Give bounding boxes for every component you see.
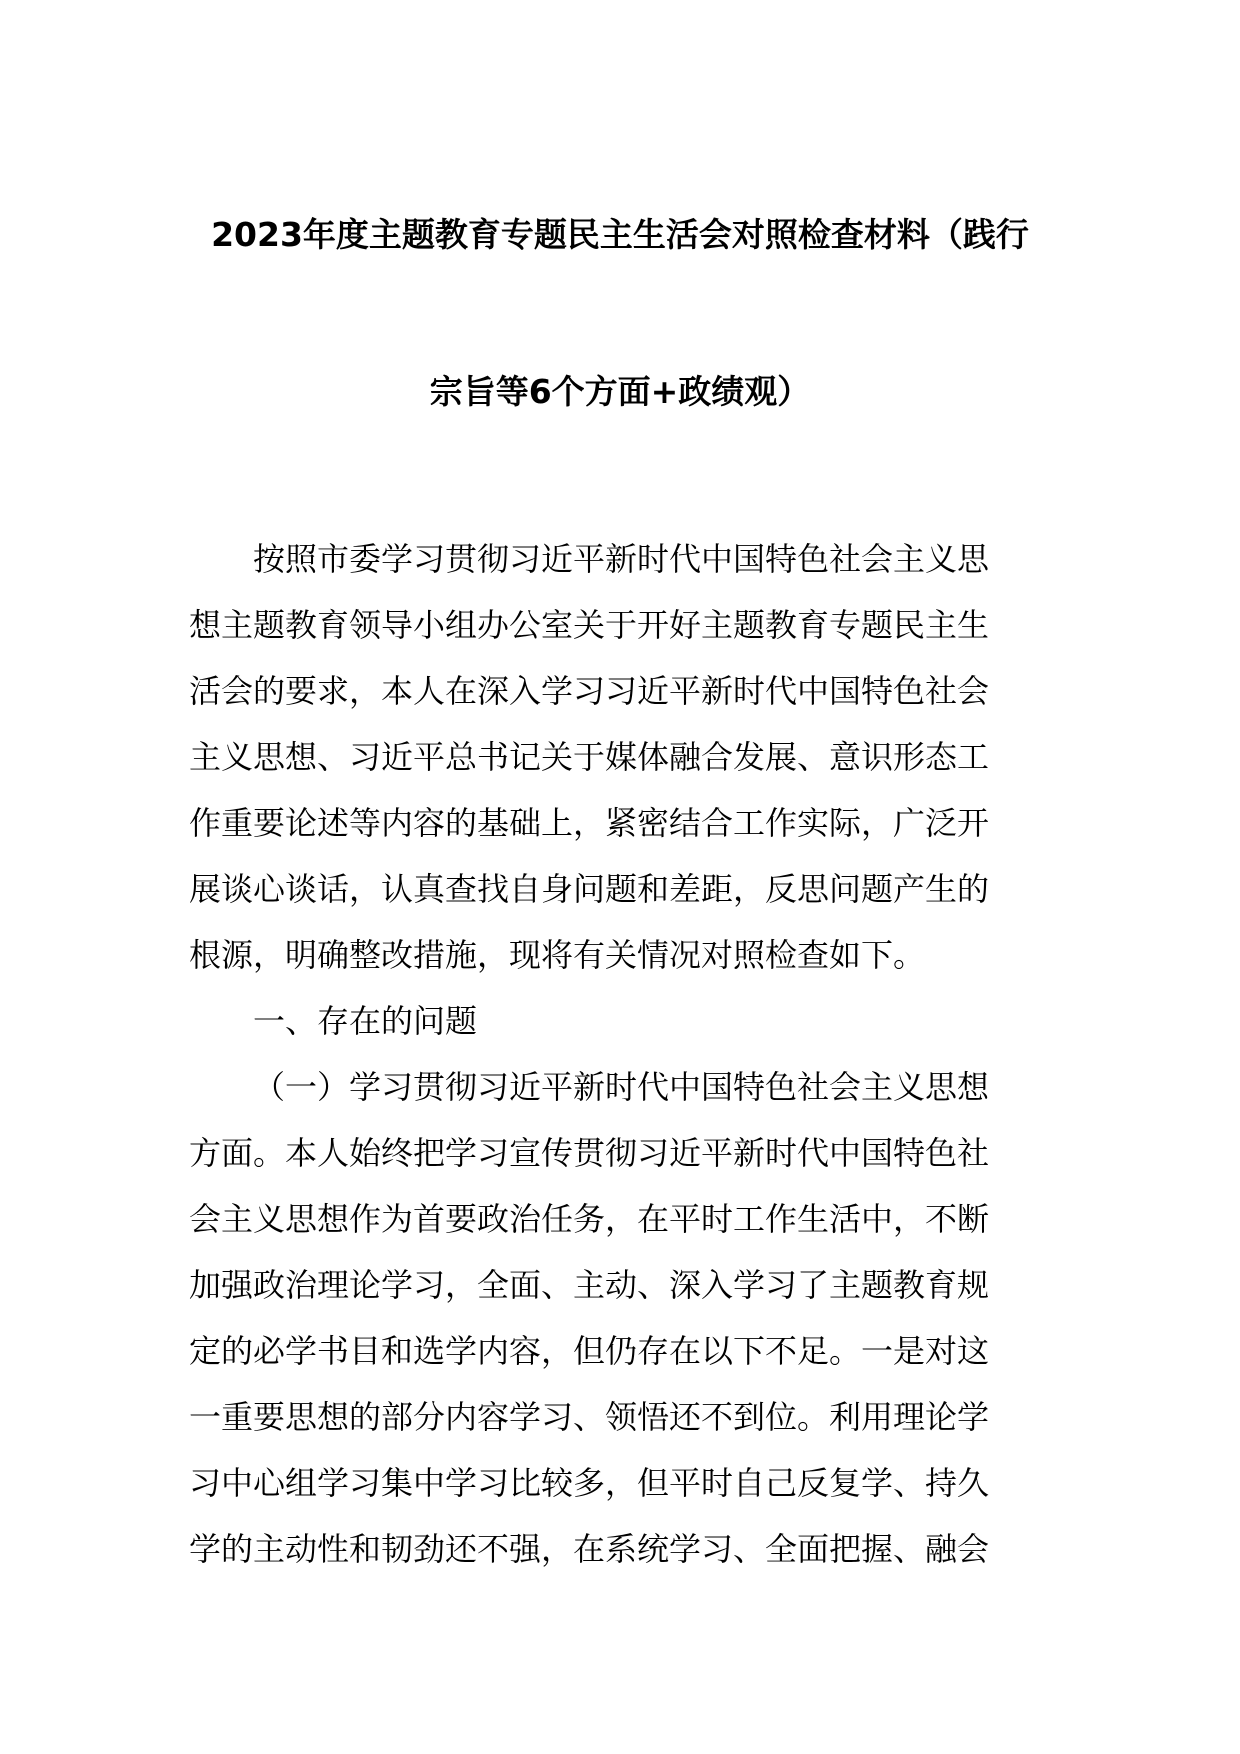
paragraph-line: 按照市委学习贯彻习近平新时代中国特色社会主义思 bbox=[253, 540, 990, 578]
section-heading: 一、存在的问题 bbox=[253, 1002, 478, 1040]
paragraph-line: 展谈心谈话，认真查找自身问题和差距，反思问题产生的 bbox=[189, 870, 990, 908]
subsection-heading-line: （一）学习贯彻习近平新时代中国特色社会主义思想 bbox=[253, 1068, 990, 1106]
paragraph-line: 学的主动性和韧劲还不强，在系统学习、全面把握、融会 bbox=[189, 1530, 990, 1568]
paragraph-line: 方面。本人始终把学习宣传贯彻习近平新时代中国特色社 bbox=[189, 1134, 990, 1172]
paragraph-line: 活会的要求，本人在深入学习习近平新时代中国特色社会 bbox=[189, 672, 990, 710]
paragraph-line: 定的必学书目和选学内容，但仍存在以下不足。一是对这 bbox=[189, 1332, 990, 1370]
paragraph-line: 习中心组学习集中学习比较多，但平时自己反复学、持久 bbox=[189, 1464, 990, 1502]
paragraph-line: 一重要思想的部分内容学习、领悟还不到位。利用理论学 bbox=[189, 1398, 990, 1436]
document-body bbox=[189, 526, 1061, 1582]
document-title-line-1: 2023年度主题教育专题民主生活会对照检查材料（践行 bbox=[211, 215, 1029, 254]
document-title-line-2: 宗旨等6个方面+政绩观） bbox=[429, 372, 811, 411]
paragraph-line: 加强政治理论学习，全面、主动、深入学习了主题教育规 bbox=[189, 1266, 990, 1304]
paragraph-line: 主义思想、习近平总书记关于媒体融合发展、意识形态工 bbox=[189, 738, 990, 776]
paragraph-line: 作重要论述等内容的基础上，紧密结合工作实际，广泛开 bbox=[189, 804, 990, 842]
paragraph-line: 想主题教育领导小组办公室关于开好主题教育专题民主生 bbox=[189, 606, 990, 644]
paragraph-line: 会主义思想作为首要政治任务，在平时工作生活中，不断 bbox=[189, 1200, 990, 1238]
paragraph-line: 根源，明确整改措施，现将有关情况对照检查如下。 bbox=[189, 936, 926, 974]
